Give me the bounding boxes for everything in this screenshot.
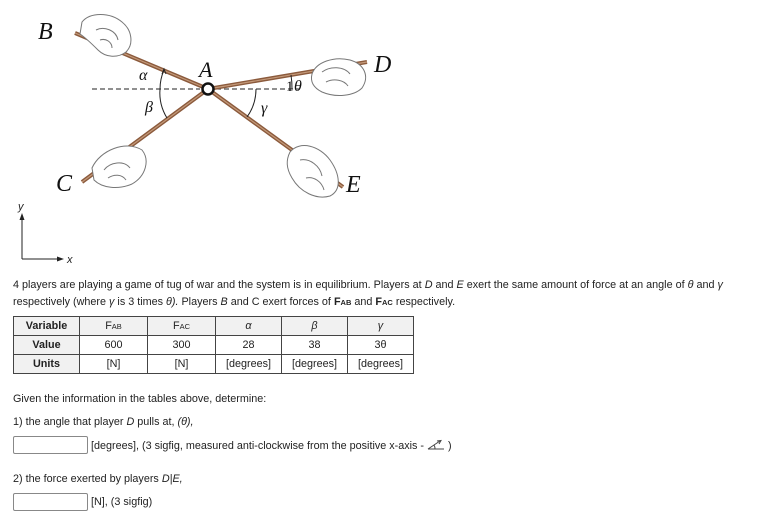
q1-prefix: 1) the angle that player [13, 416, 124, 428]
table-row-units [14, 355, 414, 374]
table-row-header: Value [14, 336, 80, 355]
table-cell-var-FAC: FAC [148, 317, 216, 336]
axis-label-x: x [67, 254, 73, 266]
label-A: A [199, 57, 213, 82]
answer-2-units: [N], (3 sigfig) [91, 496, 153, 508]
problem-text-1: 4 players are playing a game of tug of war and the system is in equilibrium. Players at [13, 279, 422, 291]
problem-D: D [424, 279, 433, 291]
hand-E-icon [287, 146, 338, 197]
angle-direction-icon [427, 439, 445, 450]
label-alpha: α [139, 67, 148, 84]
label-beta: β [145, 99, 153, 116]
problem-theta: θ [687, 279, 694, 291]
hand-C-icon [92, 146, 146, 187]
table-cell-var-alpha: α [216, 317, 282, 336]
table-cell-var-beta: β [282, 317, 348, 336]
problem-gamma: γ [717, 279, 723, 291]
problem-text-2c: and C exert forces of [230, 295, 331, 308]
problem-and-2: and [696, 279, 715, 291]
label-gamma: γ [261, 100, 268, 117]
question-1 [13, 416, 194, 428]
hand-B-icon [80, 15, 131, 57]
table-cell-unit: [N] [80, 355, 148, 374]
problem-statement [13, 277, 773, 311]
problem-theta-2: θ). [166, 295, 179, 308]
problem-gamma-2: γ [109, 295, 115, 308]
problem-and: and [435, 279, 454, 291]
q1-mid: pulls at, [137, 416, 175, 428]
label-E: E [346, 172, 361, 198]
questions-intro: Given the information in the tables above, determine: [13, 393, 267, 405]
problem-E: E [456, 279, 464, 291]
table-cell-value: 28 [216, 336, 282, 355]
answer-1-input[interactable] [13, 436, 88, 454]
table-cell-value: 38 [282, 336, 348, 355]
hand-D-icon [311, 59, 365, 96]
table-cell-unit: [N] [148, 355, 216, 374]
problem-F-AC: FAC [375, 295, 393, 308]
problem-B: B [220, 295, 228, 308]
q2-prefix: 2) the force exerted by players [13, 473, 159, 485]
table-cell-value: 300 [148, 336, 216, 355]
angle-arc-beta [160, 89, 167, 118]
q1-D: D [126, 416, 135, 428]
table-row-header: Units [14, 355, 80, 374]
problem-text-2d: respectively. [395, 295, 456, 308]
angle-arc-gamma [247, 89, 256, 117]
table-row-header: Variable [14, 317, 80, 336]
answer-2-input[interactable] [13, 493, 88, 511]
q1-theta: (θ), [177, 416, 194, 428]
given-values-table [13, 316, 414, 374]
table-cell-var-FAB: FAB [80, 317, 148, 336]
problem-and-3: and [354, 295, 373, 308]
label-D: D [374, 52, 392, 78]
table-cell-unit: [degrees] [216, 355, 282, 374]
problem-text-1b: exert the same amount of force at an angle of [466, 279, 685, 291]
problem-F-AB: FAB [333, 295, 352, 308]
table-row-value [14, 336, 414, 355]
label-C: C [56, 171, 73, 197]
label-theta: θ [294, 78, 302, 95]
problem-is3times: is 3 times [117, 295, 164, 308]
problem-text-2b: Players [181, 295, 218, 308]
table-cell-value: 600 [80, 336, 148, 355]
table-cell-unit: [degrees] [282, 355, 348, 374]
label-B: B [38, 19, 53, 45]
answer-1-units [91, 439, 452, 452]
axes-icon [20, 213, 65, 262]
table-cell-unit: [degrees] [348, 355, 414, 374]
q2-DE: D|E, [161, 473, 183, 485]
label-theta-prefix: 1 [286, 79, 294, 95]
answer-1-units-text: [degrees], (3 sigfig, measured anti-clockwise from the positive x-axis - [91, 440, 425, 452]
answer-1-units-close: ) [448, 440, 452, 452]
table-cell-value: 3θ [348, 336, 414, 355]
node-A [203, 84, 214, 95]
question-2 [13, 473, 183, 485]
problem-text-2a: respectively (where [13, 295, 107, 308]
table-row-variable [14, 317, 414, 336]
axis-label-y: y [18, 201, 24, 213]
table-cell-var-gamma: γ [348, 317, 414, 336]
